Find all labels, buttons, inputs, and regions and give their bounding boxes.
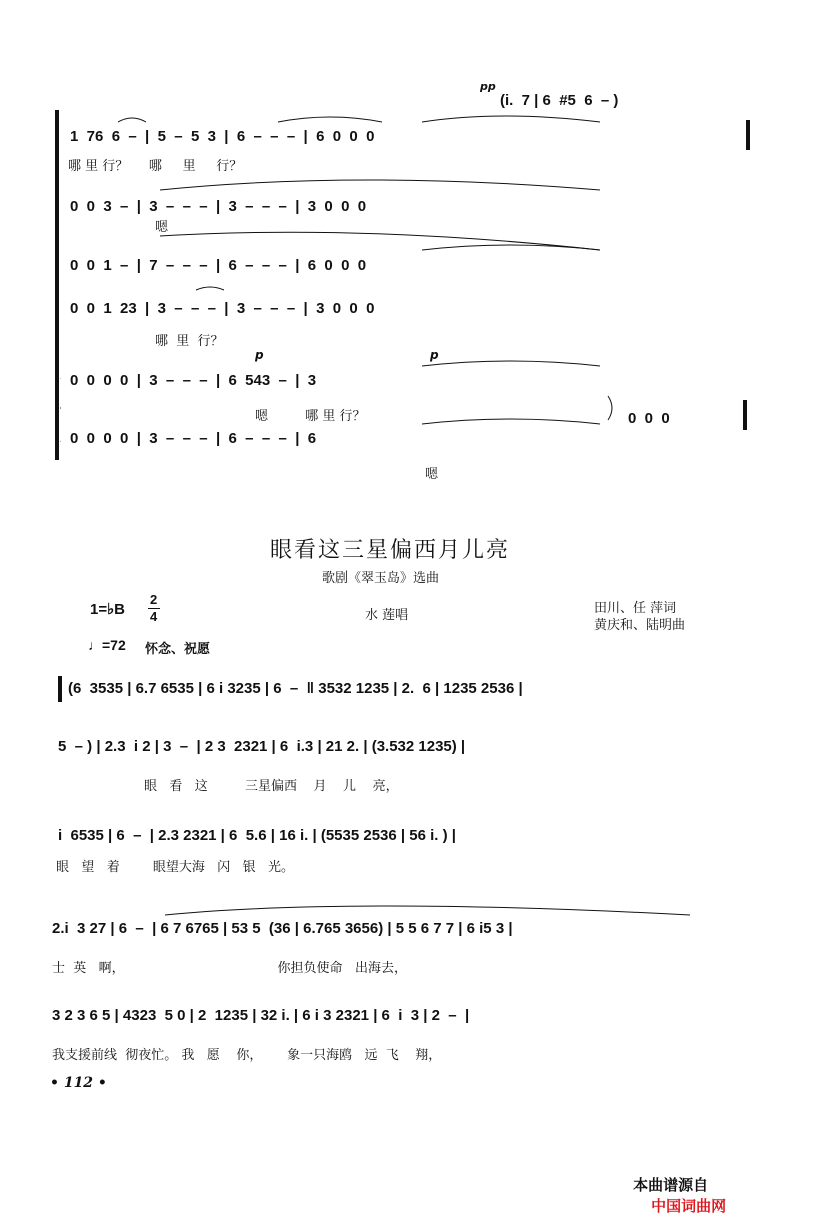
lyrics-line-4: 士 英 啊， 你担负使命 出海去， — [52, 961, 407, 976]
stave-notes: 1 76 6 – | 5 – 5 3 | 6 – – – | 6 0 0 0 — [70, 128, 375, 145]
stave-lyrics: 嗯 — [425, 467, 439, 482]
dynamic-pp: pp — [480, 80, 496, 93]
stave-notes: 0 0 1 – | 7 – – – | 6 – – – | 6 0 0 0 — [70, 257, 367, 274]
source-label: 本曲谱源自 — [633, 1176, 709, 1194]
score-line-3: i 6535 | 6 – | 2.3 2321 | 6 5.6 | 16 i. | (5535 2536 | 56 i. ) | — [58, 827, 456, 844]
stave-lyrics: 哪 里 行？ 哪 里 行？ — [68, 159, 243, 174]
stave-lyrics: 嗯 哪 里 行？ — [255, 409, 366, 424]
stave-notes: 0 0 0 0 | 3 – – – | 6 543 – | 3 — [70, 372, 317, 389]
tempo: ♩=72 — [88, 637, 126, 653]
score-line-5: 3 2 3 6 5 | 4323 5 0 | 2 1235 | 32 i. | 6 i 3 2321 | 6 i 3 | 2 – | — [52, 1007, 470, 1024]
footer-credit — [623, 1155, 726, 1216]
stave-end-notes: 0 0 0 — [628, 410, 670, 427]
time-signature-bottom: 4 — [150, 609, 158, 624]
key-signature: 1=♭B — [90, 601, 126, 618]
site-name[interactable]: 中国词曲网 — [651, 1197, 727, 1215]
lyricist: 田川、任 萍词 — [594, 601, 677, 616]
ties-overlay — [60, 108, 760, 468]
stave-notes: 0 0 3 – | 3 – – – | 3 – – – | 3 0 0 0 — [70, 198, 367, 215]
stave-notes: 0 0 1 23 | 3 – – – | 3 – – – | 3 0 0 0 — [70, 300, 375, 317]
stave-lyrics: 哪 里 行？ — [155, 334, 224, 349]
dynamic-p: p — [430, 348, 439, 362]
dynamic-p: p — [255, 348, 264, 362]
performer: 水 莲唱 — [365, 608, 409, 623]
song-subtitle: 歌剧《翠玉岛》选曲 — [322, 571, 440, 586]
composer: 黄庆和、陆明曲 — [594, 618, 686, 633]
song-title: 眼看这三星偏西月儿亮 — [270, 538, 511, 563]
score-line-2: 5 – ) | 2.3 i 2 | 3 – | 2 3 2321 | 6 i.3 | 21 2. | (3.532 1235) | — [58, 738, 466, 755]
page-number: • 112 • — [50, 1075, 107, 1091]
lyrics-line-2: 眼 看 这 三星偏西 月 儿 亮， — [144, 779, 399, 794]
time-signature-top: 2 — [150, 592, 158, 607]
expression: 怀念、祝愿 — [145, 642, 211, 657]
score-line-4: 2.i 3 27 | 6 – | 6 7 6765 | 53 5 (36 | 6.765 3656) | 5 5 6 7 7 | 6 i5 3 | — [52, 920, 513, 937]
repeat-start-bar — [58, 676, 62, 702]
stave-notes: 0 0 0 0 | 3 – – – | 6 – – – | 6 — [70, 430, 317, 447]
score-line-1: (6 3535 | 6.7 6535 | 6 i 3235 | 6 – ‖ 3532 1235 | 2. 6 | 1235 2536 | — [68, 680, 523, 697]
lyrics-line-3: 眼 望 着 眼望大海 闪 银 光。 — [56, 860, 295, 875]
stave-lyrics: 嗯 — [155, 220, 169, 235]
slur-overlay — [50, 895, 750, 925]
top-melody-line: (i. 7 | 6 #5 6 – ) — [500, 92, 619, 109]
system-bracket — [55, 110, 59, 460]
lyrics-line-5: 我支援前线 彻夜忙。 我 愿 你， 象一只海鸥 远 飞 翔， — [52, 1048, 442, 1063]
